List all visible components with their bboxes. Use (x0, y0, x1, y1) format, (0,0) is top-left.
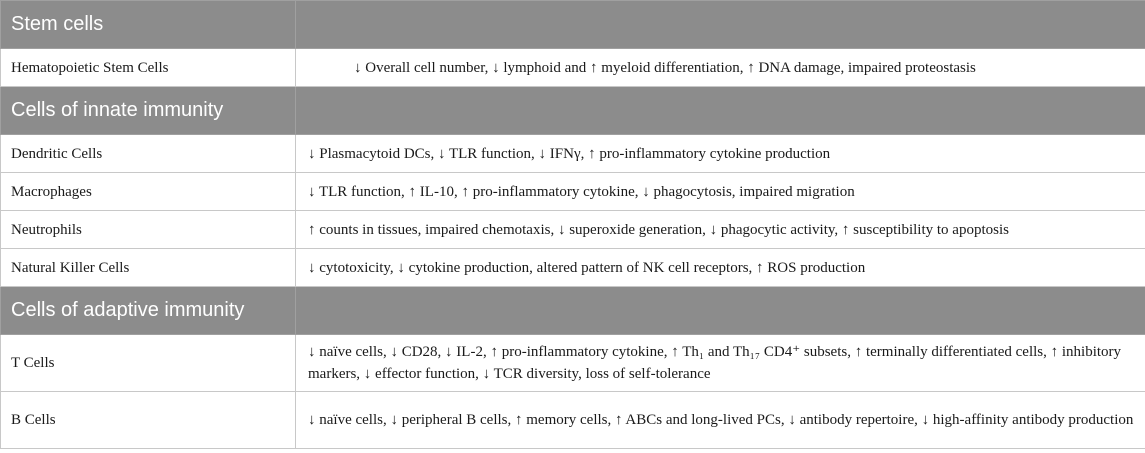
cell-type-label: Neutrophils (1, 211, 296, 249)
section-header-stem-cells (1, 1, 1145, 49)
cell-type-label: Natural Killer Cells (1, 249, 296, 287)
section-header-blank (296, 287, 1145, 335)
effects-text: ↑ counts in tissues, impaired chemotaxis, ↓ superoxide generation, ↓ phagocytic activity, ↑ susceptibility to apoptosis (296, 211, 1145, 249)
cell-type-label: Macrophages (1, 173, 296, 211)
section-header-blank (296, 1, 1145, 49)
cell-type-label: Dendritic Cells (1, 135, 296, 173)
table-row (1, 249, 1145, 287)
table-row (1, 211, 1145, 249)
table-row (1, 135, 1145, 173)
effects-text: ↓ Plasmacytoid DCs, ↓ TLR function, ↓ IFNγ, ↑ pro-inflammatory cytokine production (296, 135, 1145, 173)
table-row (1, 335, 1145, 392)
effects-text: ↓ naïve cells, ↓ CD28, ↓ IL-2, ↑ pro-inflammatory cytokine, ↑ Th₁ and Th₁₇ CD4⁺ subsets, ↑ terminally differentiated cells, ↑ inhibitory markers, ↓ effector function, ↓ TCR diversity, loss of self-tolerance (296, 335, 1145, 392)
cell-type-label: B Cells (1, 392, 296, 449)
section-title: Cells of adaptive immunity (1, 287, 296, 335)
effects-text: ↓ naïve cells, ↓ peripheral B cells, ↑ memory cells, ↑ ABCs and long-lived PCs, ↓ antibody repertoire, ↓ high-affinity antibody production (296, 392, 1145, 449)
table-row (1, 173, 1145, 211)
section-header-adaptive-immunity (1, 287, 1145, 335)
section-title: Cells of innate immunity (1, 87, 296, 135)
effects-text: ↓ TLR function, ↑ IL-10, ↑ pro-inflammatory cytokine, ↓ phagocytosis, impaired migration (296, 173, 1145, 211)
effects-text: ↓ Overall cell number, ↓ lymphoid and ↑ myeloid differentiation, ↑ DNA damage, impaired proteostasis (296, 49, 1145, 87)
section-title: Stem cells (1, 1, 296, 49)
table-row (1, 49, 1145, 87)
cell-type-label: T Cells (1, 335, 296, 392)
effects-text: ↓ cytotoxicity, ↓ cytokine production, altered pattern of NK cell receptors, ↑ ROS production (296, 249, 1145, 287)
section-header-blank (296, 87, 1145, 135)
table-row (1, 392, 1145, 449)
cell-type-label: Hematopoietic Stem Cells (1, 49, 296, 87)
section-header-innate-immunity (1, 87, 1145, 135)
